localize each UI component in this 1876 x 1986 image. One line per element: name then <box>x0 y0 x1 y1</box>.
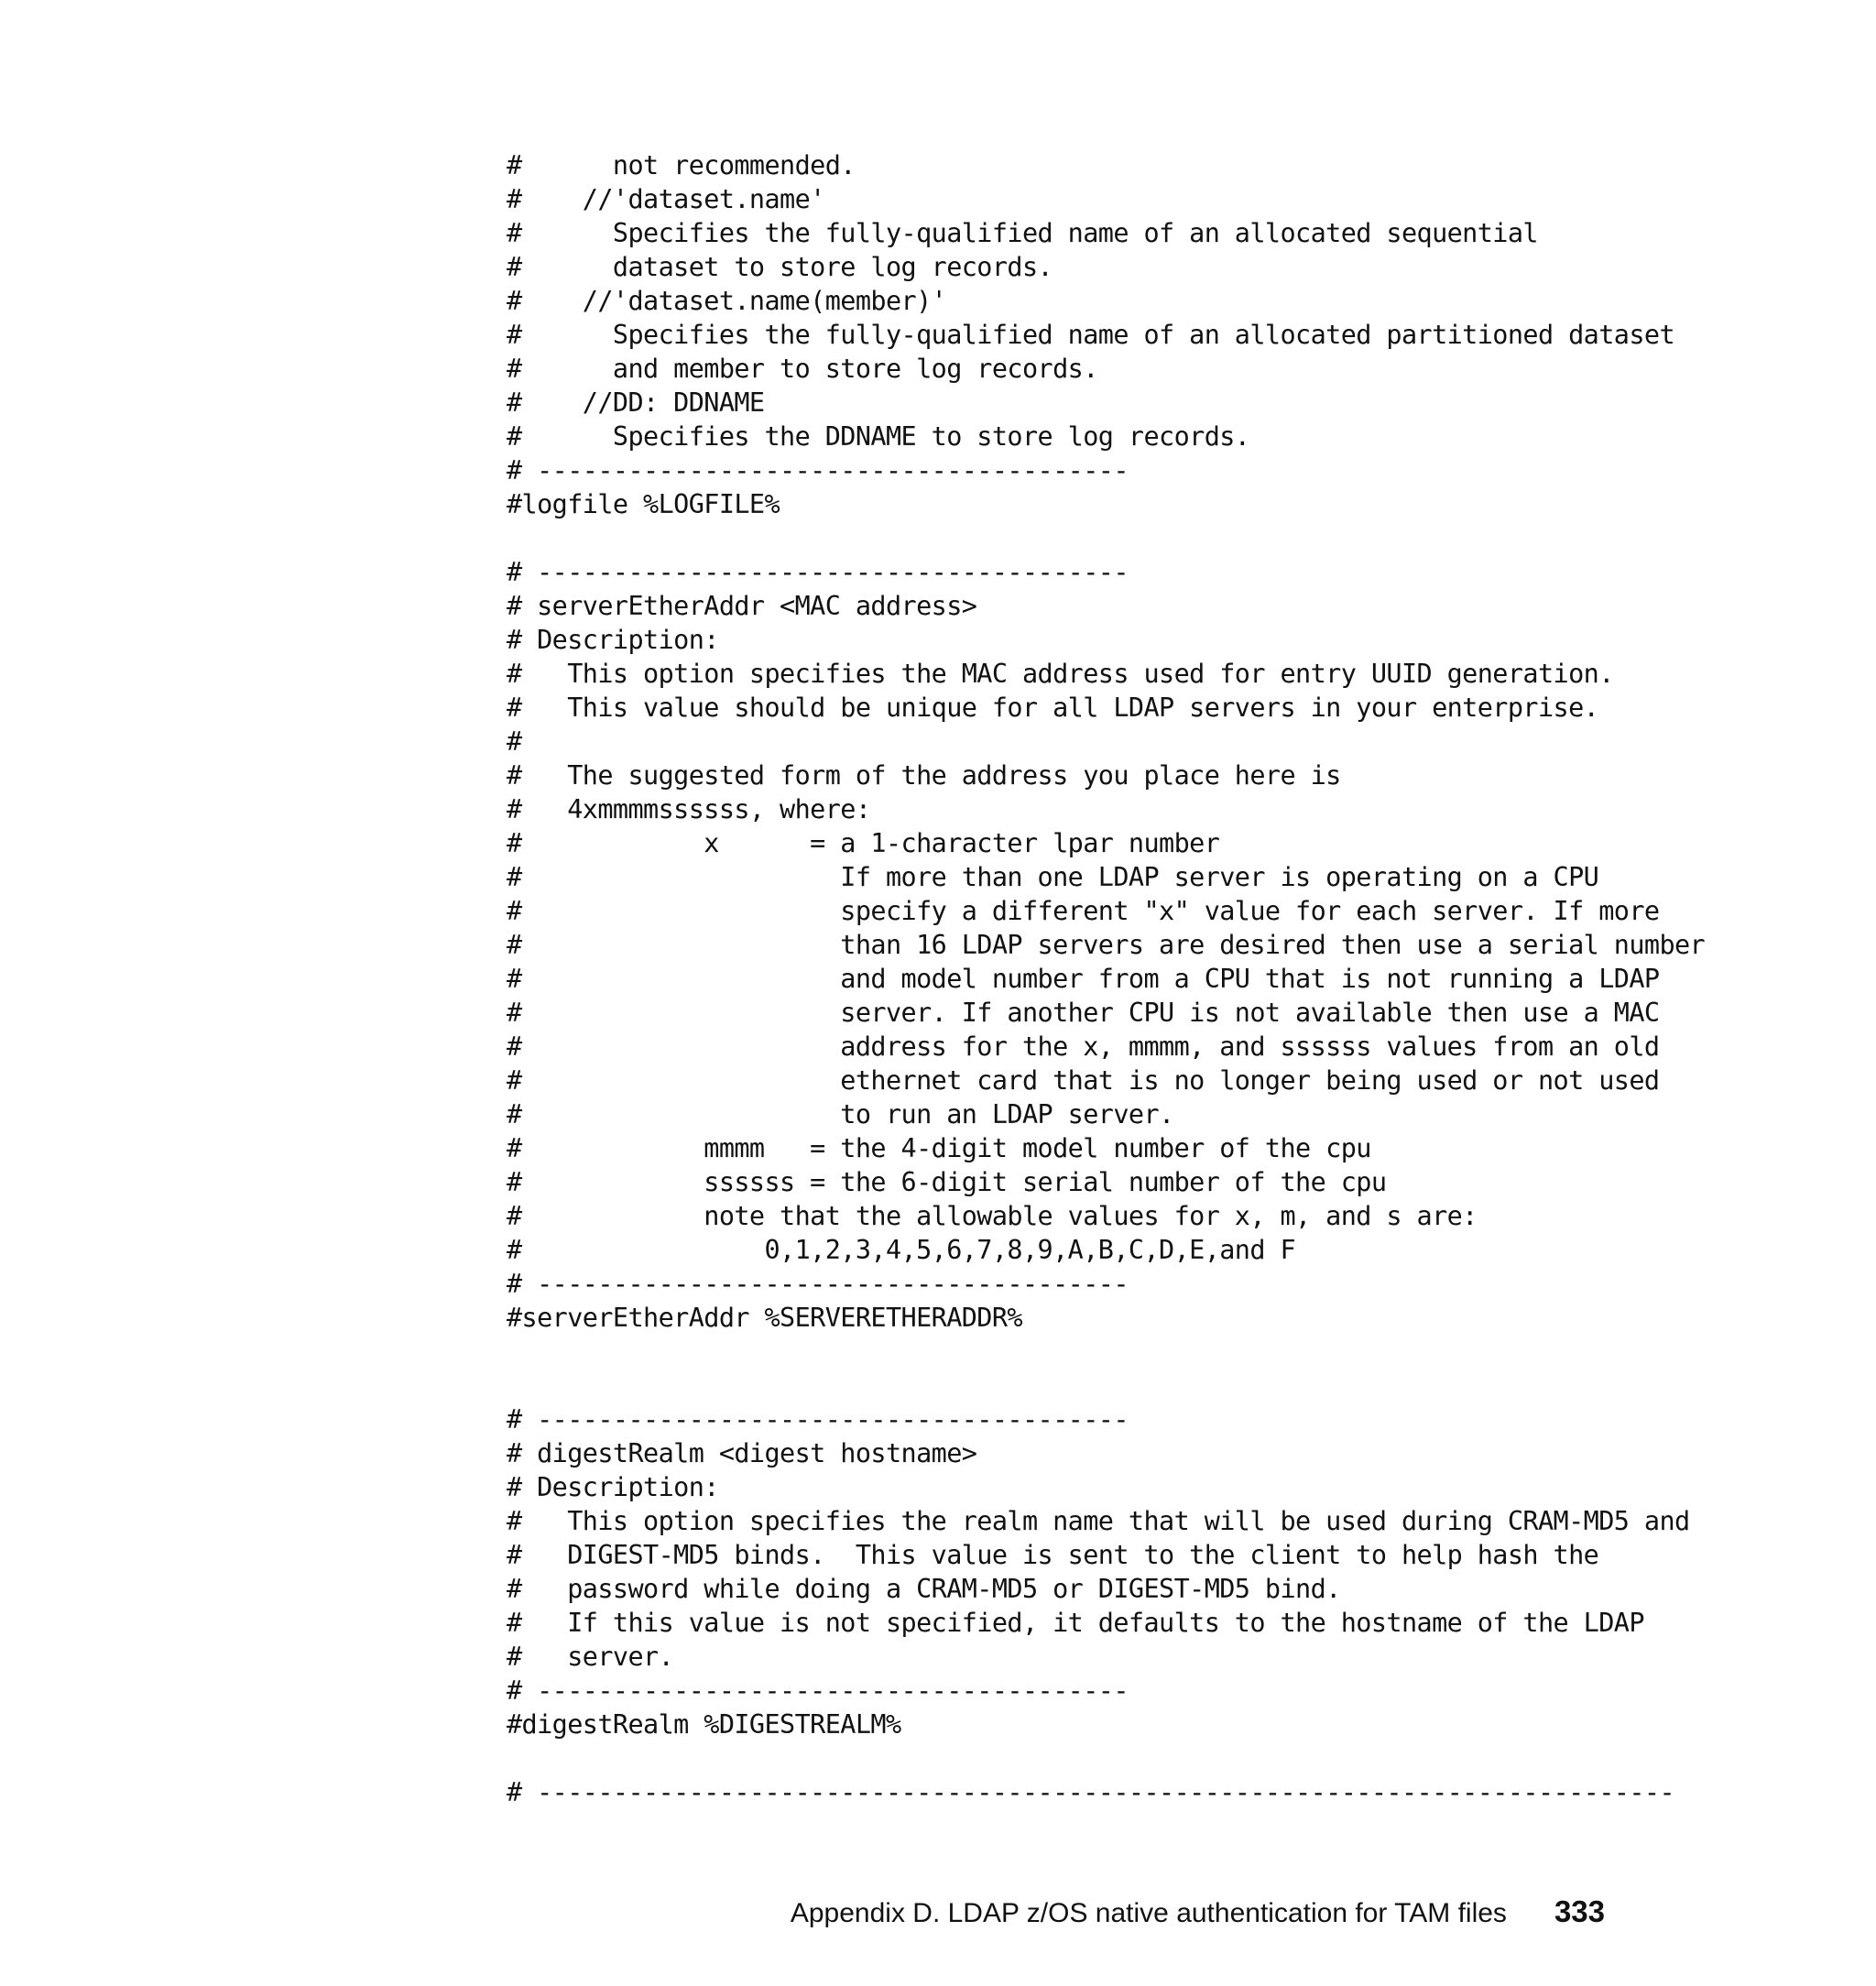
code-line: # If this value is not specified, it defaults to the hostname of the LDAP <box>507 1608 1644 1638</box>
code-line: # Description: <box>507 1472 719 1502</box>
code-line: # note that the allowable values for x, m, and s are: <box>507 1201 1478 1231</box>
code-line: # ssssss = the 6-digit serial number of the cpu <box>507 1167 1387 1197</box>
code-line: # specify a different "x" value for each server. If more <box>507 896 1660 926</box>
code-line: # mmmm = the 4-digit model number of the cpu <box>507 1133 1371 1163</box>
code-line: # than 16 LDAP servers are desired then use a serial number <box>507 930 1706 960</box>
code-line: # DIGEST-MD5 binds. This value is sent to the client to help hash the <box>507 1540 1599 1570</box>
code-line: # and member to store log records. <box>507 354 1098 384</box>
code-line <box>507 1335 1789 1369</box>
code-line: # server. <box>507 1642 674 1672</box>
code-line: # Specifies the DDNAME to store log records. <box>507 421 1250 452</box>
code-line: #logfile %LOGFILE% <box>507 489 780 519</box>
code-line: # address for the x, mmmm, and ssssss values from an old <box>507 1031 1660 1062</box>
code-line: # --------------------------------------- <box>507 1675 1129 1706</box>
code-line: # to run an LDAP server. <box>507 1099 1174 1129</box>
code-line: # password while doing a CRAM-MD5 or DIGEST-MD5 bind. <box>507 1574 1341 1604</box>
code-line: # 4xmmmmssssss, where: <box>507 794 871 824</box>
code-line: # //'dataset.name(member)' <box>507 286 947 316</box>
code-line: # This option specifies the MAC address used for entry UUID generation. <box>507 659 1614 689</box>
code-line <box>507 1369 1789 1402</box>
code-line <box>507 521 1789 555</box>
code-line: # Description: <box>507 625 719 655</box>
code-line: # digestRealm <digest hostname> <box>507 1438 977 1468</box>
code-line: # 0,1,2,3,4,5,6,7,8,9,A,B,C,D,E,and F <box>507 1235 1296 1265</box>
page-footer <box>791 1894 1605 1929</box>
code-line: # //DD: DDNAME <box>507 387 765 418</box>
code-line <box>507 1741 1789 1775</box>
code-line: # Specifies the fully-qualified name of an allocated sequential <box>507 218 1538 248</box>
code-line: # dataset to store log records. <box>507 252 1053 282</box>
code-line: # The suggested form of the address you place here is <box>507 760 1341 791</box>
code-line: # --------------------------------------- <box>507 557 1129 587</box>
code-line: # serverEtherAddr <MAC address> <box>507 591 977 621</box>
footer-chapter-title: Appendix D. LDAP z/OS native authentication for TAM files <box>790 1898 1507 1928</box>
code-line: # --------------------------------------------------------------------------- <box>507 1777 1675 1807</box>
code-line: # x = a 1-character lpar number <box>507 828 1220 858</box>
code-line: #serverEtherAddr %SERVERETHERADDR% <box>507 1303 1022 1333</box>
code-line: # --------------------------------------- <box>507 1269 1129 1299</box>
code-line: # Specifies the fully-qualified name of an allocated partitioned dataset <box>507 320 1675 350</box>
code-line: # --------------------------------------- <box>507 1404 1129 1435</box>
code-line: # --------------------------------------- <box>507 455 1129 486</box>
code-listing <box>507 148 1789 1809</box>
code-line: # This value should be unique for all LDAP servers in your enterprise. <box>507 693 1599 723</box>
code-line: # not recommended. <box>507 150 856 180</box>
code-line: # ethernet card that is no longer being used or not used <box>507 1065 1660 1096</box>
footer-page-number: 333 <box>1554 1894 1605 1928</box>
code-line: # server. If another CPU is not available then use a MAC <box>507 998 1660 1028</box>
code-line: #digestRealm %DIGESTREALM% <box>507 1709 901 1740</box>
code-line: # //'dataset.name' <box>507 184 825 214</box>
code-line: # This option specifies the realm name that will be used during CRAM-MD5 and <box>507 1506 1690 1536</box>
code-line: # If more than one LDAP server is operating on a CPU <box>507 862 1599 892</box>
code-line: # <box>507 726 522 757</box>
code-line: # and model number from a CPU that is not running a LDAP <box>507 964 1660 994</box>
